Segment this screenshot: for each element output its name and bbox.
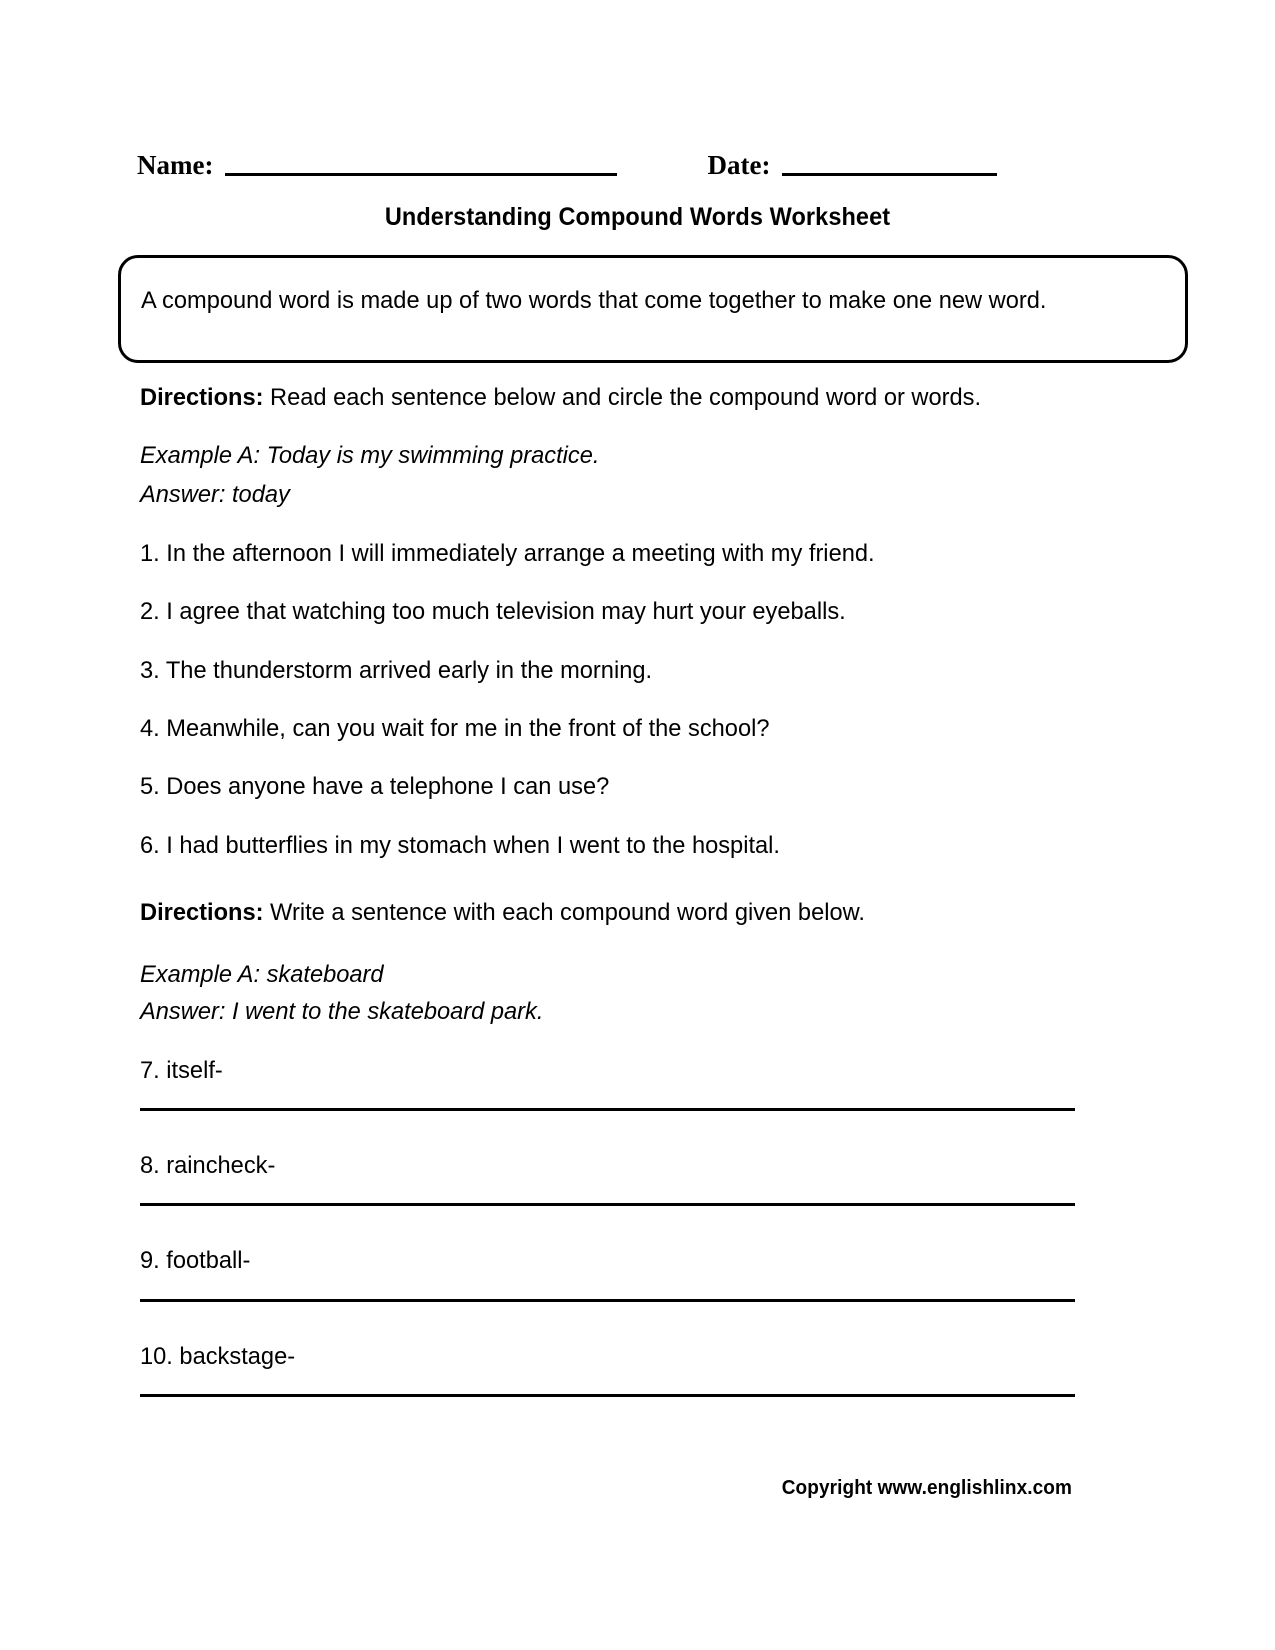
- question-item[interactable]: 4. Meanwhile, can you wait for me in the front of the school?: [140, 715, 770, 742]
- directions-one-text: Read each sentence below and circle the compound word or words.: [263, 384, 982, 411]
- question-item[interactable]: 2. I agree that watching too much television may hurt your eyeballs.: [140, 598, 846, 625]
- directions-two: [140, 897, 1105, 929]
- name-label: Name:: [137, 150, 214, 180]
- question-item[interactable]: 3. The thunderstorm arrived early in the morning.: [140, 657, 653, 684]
- prompt-item: 7. itself-: [140, 1057, 223, 1084]
- answer-write-line[interactable]: [140, 1203, 1075, 1206]
- name-write-line[interactable]: [225, 173, 617, 176]
- name-date-row: [137, 140, 1027, 180]
- prompt-item: 8. raincheck-: [140, 1152, 276, 1179]
- directions-two-label: Directions:: [140, 899, 264, 926]
- example-two-answer: Answer: I went to the skateboard park.: [140, 998, 544, 1025]
- question-item[interactable]: 5. Does anyone have a telephone I can use?: [140, 773, 610, 800]
- definition-text: A compound word is made up of two words that come together to make one new word.: [141, 287, 1047, 314]
- answer-write-line[interactable]: [140, 1108, 1075, 1111]
- answer-write-line[interactable]: [140, 1299, 1075, 1302]
- page-title: Understanding Compound Words Worksheet: [384, 203, 891, 231]
- prompt-item: 10. backstage-: [140, 1343, 296, 1370]
- example-one-answer: Answer: today: [140, 481, 290, 508]
- directions-one-label: Directions:: [140, 384, 264, 411]
- copyright-notice: Copyright www.englishlinx.com: [781, 1477, 1072, 1499]
- question-item[interactable]: 1. In the afternoon I will immediately arrange a meeting with my friend.: [140, 540, 875, 567]
- example-one-line: Example A: Today is my swimming practice.: [140, 442, 600, 469]
- date-label: Date:: [707, 150, 771, 180]
- directions-one: [140, 382, 1105, 414]
- answer-write-line[interactable]: [140, 1394, 1075, 1397]
- prompt-item: 9. football-: [140, 1247, 251, 1274]
- date-write-line[interactable]: [782, 173, 997, 176]
- question-item[interactable]: 6. I had butterflies in my stomach when I went to the hospital.: [140, 832, 781, 859]
- example-two-line: Example A: skateboard: [140, 961, 384, 988]
- directions-two-text: Write a sentence with each compound word given below.: [263, 899, 865, 926]
- definition-box: [118, 255, 1188, 363]
